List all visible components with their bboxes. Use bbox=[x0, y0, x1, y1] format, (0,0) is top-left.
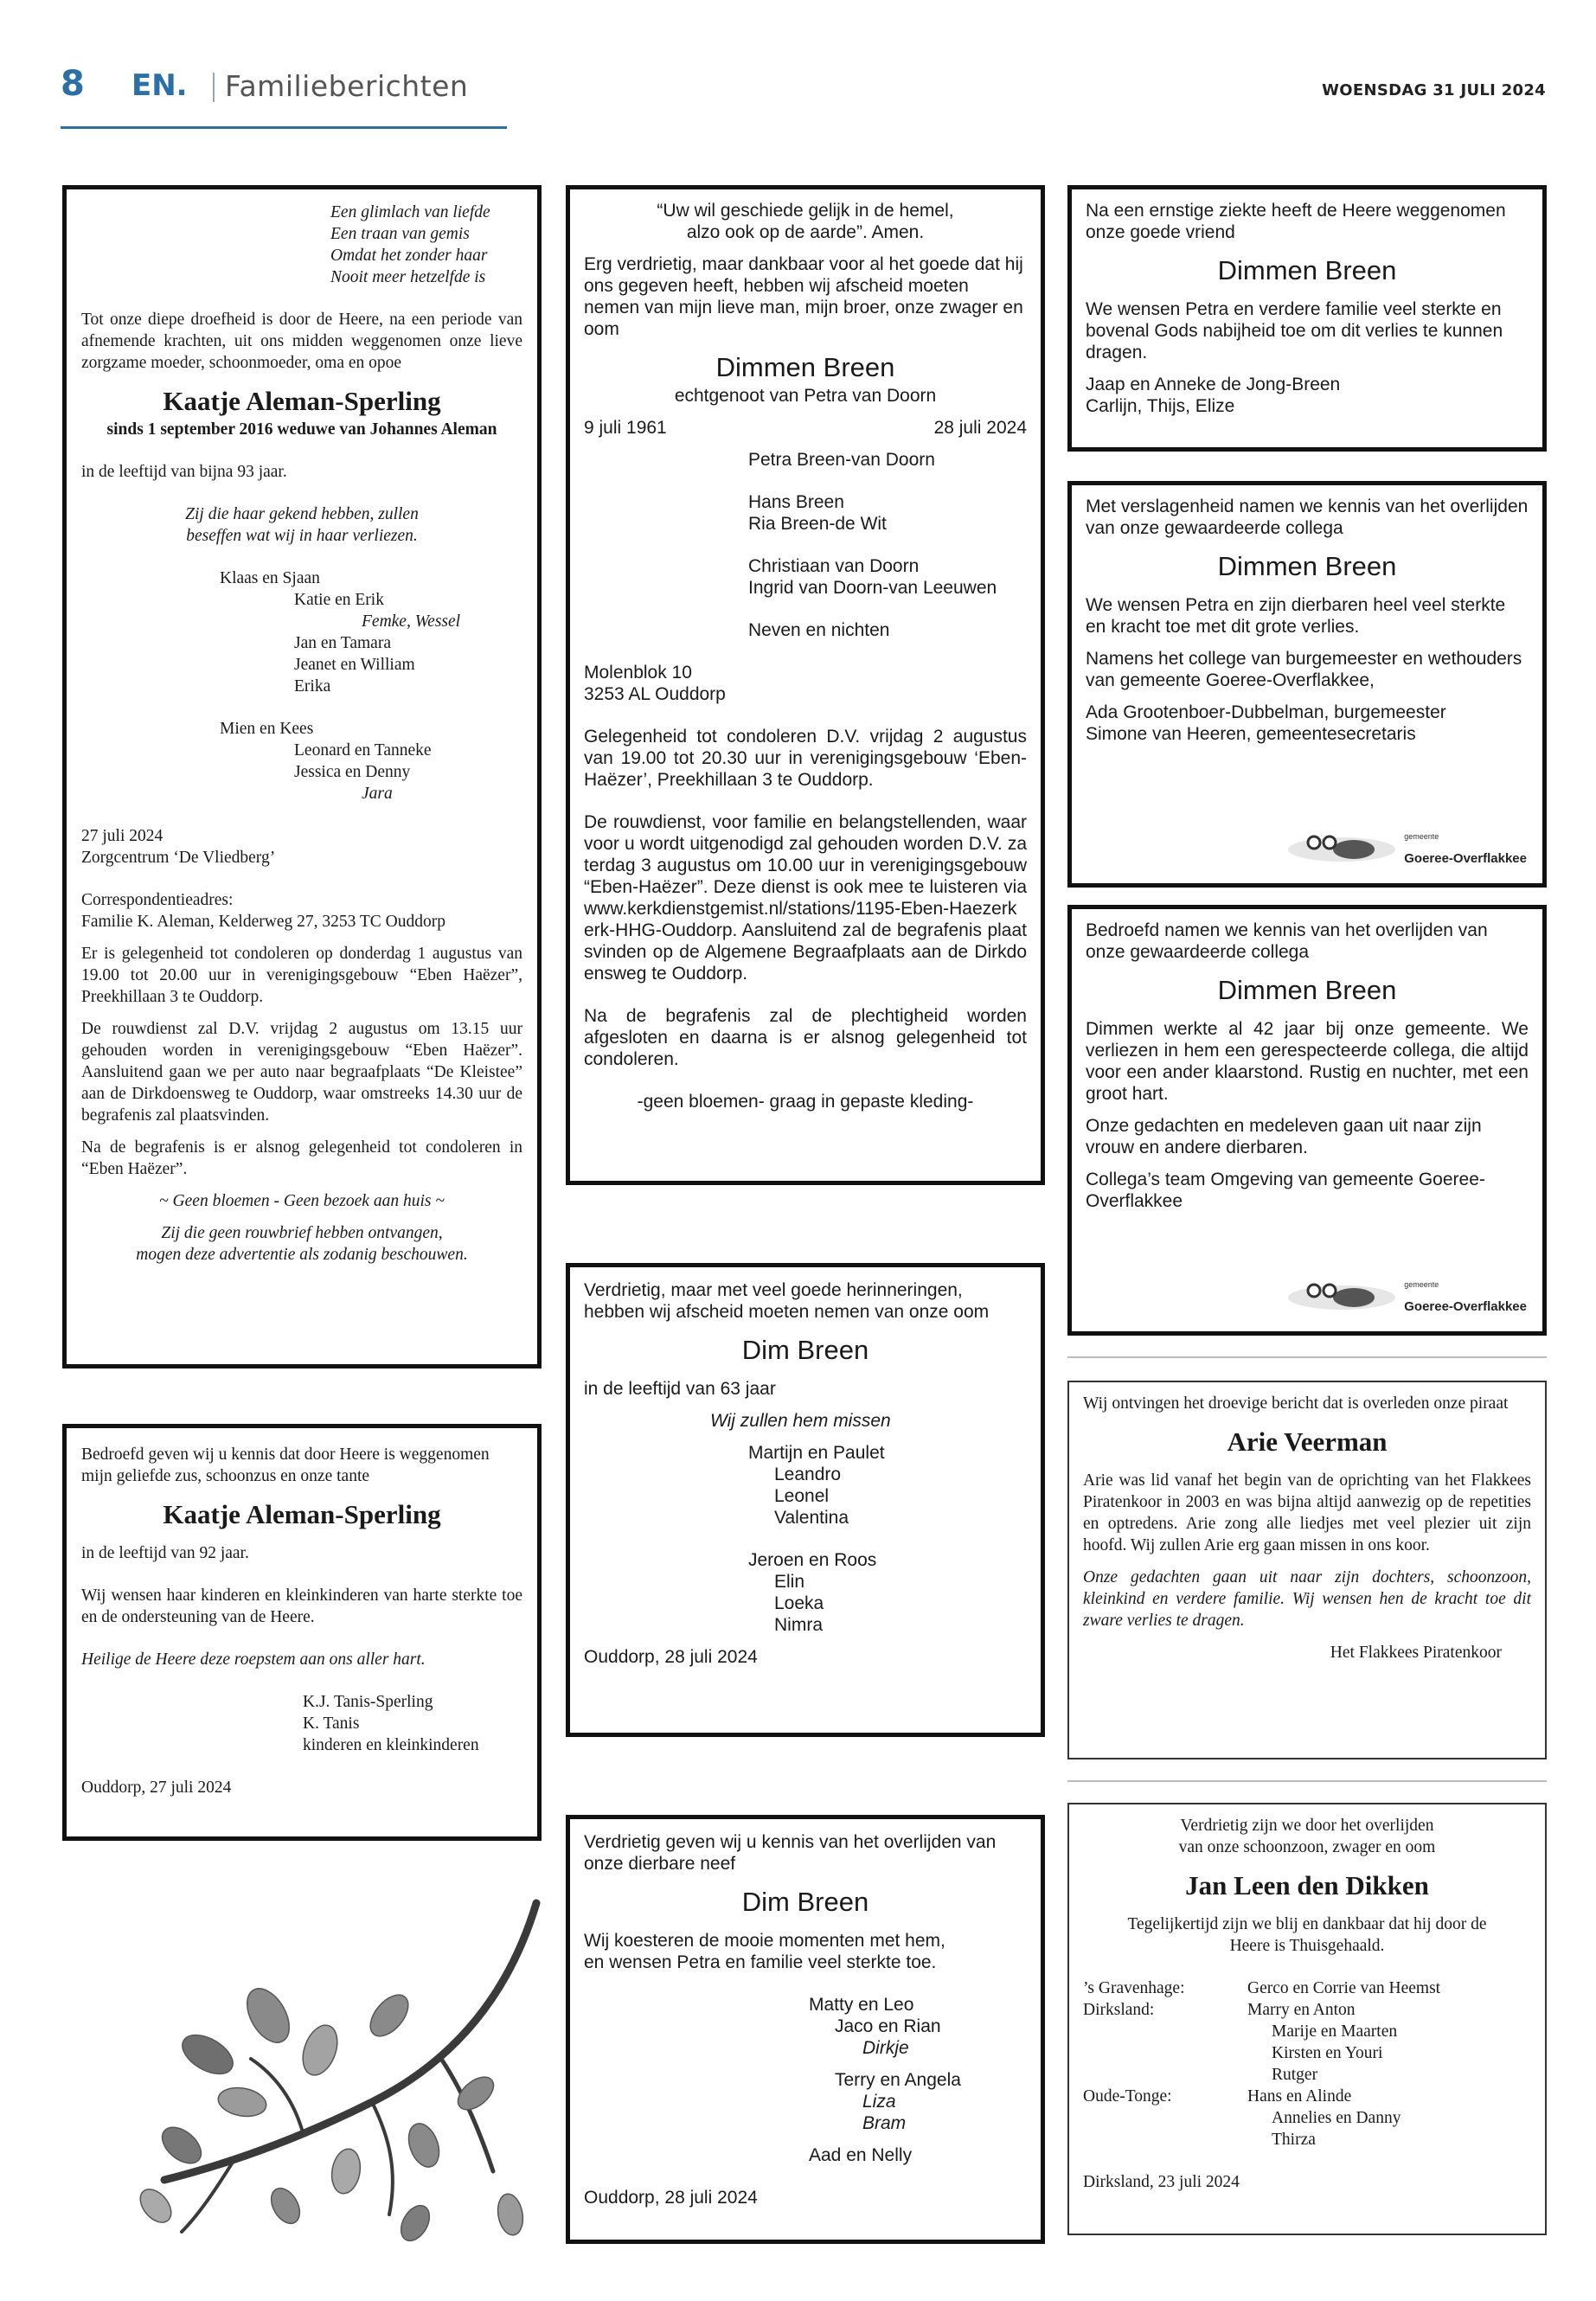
deceased-name: Jan Leen den Dikken bbox=[1185, 1870, 1429, 1900]
deceased-name: Arie Veerman bbox=[1227, 1426, 1388, 1457]
correspondence-label: Correspondentieadres: bbox=[81, 891, 234, 909]
no-flowers: ~ Geen bloemen - Geen bezoek aan huis ~ bbox=[159, 1192, 445, 1210]
quote: “Uw wil geschiede gelijk in de hemel, alzo ook op de aarde”. Amen. bbox=[657, 201, 954, 242]
deceased-name: Dimmen Breen bbox=[1217, 255, 1397, 285]
family-mien: Mien en Kees Leonard en Tanneke Jessica en Denny Jara bbox=[220, 720, 432, 803]
text: We wensen Petra en zijn dierbaren heel veel sterkte en kracht toe met dit grote verlies. bbox=[1086, 595, 1506, 637]
text: Wij koesteren de mooie momenten met hem, en wensen Petra en familie veel sterkte toe. bbox=[584, 1931, 945, 1972]
logo-swirl-icon bbox=[1285, 1279, 1399, 1313]
on-behalf: Namens het college van burgemeester en wethouders van gemeente Goeree-Overflakkee, bbox=[1086, 649, 1522, 690]
deceased-name: Dim Breen bbox=[741, 1887, 869, 1917]
intro-text: Wij ontvingen het droevige bericht dat is overleden onze piraat bbox=[1083, 1394, 1509, 1413]
en-logo bbox=[131, 69, 195, 99]
birth-date: 9 juli 1961 bbox=[584, 418, 667, 438]
footer: Dirksland, 23 juli 2024 bbox=[1083, 2173, 1240, 2191]
deceased-name: Kaatje Aleman-Sperling bbox=[163, 1499, 441, 1529]
deceased-name: Dimmen Breen bbox=[1217, 551, 1397, 581]
signers: Jaap en Anneke de Jong-Breen Carlijn, Thijs, Elize bbox=[1086, 375, 1341, 416]
wish-text: Wij wensen haar kinderen en kleinkinderen van harte sterkte toe en de ondersteuning van de Heere. bbox=[81, 1586, 522, 1626]
logo-big-text: Goeree-Overflakkee bbox=[1404, 1299, 1527, 1314]
after-info: Na de begrafenis is er alsnog gelegenheid tot condoleren in “Eben Haëzer”. bbox=[81, 1138, 522, 1178]
deceased-name: Kaatje Aleman-Sperling bbox=[163, 386, 441, 416]
ad-dimmen-breen-friends bbox=[1067, 185, 1547, 452]
footer: Ouddorp, 27 juli 2024 bbox=[81, 1779, 232, 1797]
intro-text: Verdrietig geven wij u kennis van het overlijden van onze dierbare neef bbox=[584, 1832, 997, 1874]
prayer: Heilige de Heere deze roepstem aan ons aller hart. bbox=[81, 1650, 426, 1669]
service-info: De rouwdienst, voor familie en belangstellenden, waarvoor u wordt uitgenodigd zal gehouden worden D.V. zaterdag 3 augustus om 10.00 uur in verenigingsgebouw “Eben-Haëzer”. Deze dienst is ook mee te luisteren via www.kerkdienstgemist.nl/stations/1195-Eben-Haezerkerk-HHG-Ouddorp. Aansluitend zal de begrafenis plaatsvinden op de Algemene Begraafplaats aan de Dirkdoensweg te Ouddorp. bbox=[584, 812, 1027, 984]
footer: Ouddorp, 28 juli 2024 bbox=[584, 1647, 758, 1667]
intro-text: Na een ernstige ziekte heeft de Heere weggenomen onze goede vriend bbox=[1086, 201, 1506, 242]
ad-dimmen-breen-colleagues bbox=[1067, 905, 1547, 1336]
address: Molenblok 10 3253 AL Ouddorp bbox=[584, 663, 726, 704]
text: Tegelijkertijd zijn we blij en dankbaar dat hij door de Heere is Thuisgehaald. bbox=[1127, 1915, 1487, 1955]
miss-text: Wij zullen hem missen bbox=[710, 1411, 891, 1431]
ad-dim-breen-cousins bbox=[566, 1815, 1045, 2244]
signer: Het Flakkees Piratenkoor bbox=[1330, 1644, 1502, 1662]
intro-text: Verdrietig, maar met veel goede herinneringen, hebben wij afscheid moeten nemen van onze oom bbox=[584, 1280, 990, 1322]
intro-text: Bedroefd namen we kennis van het overlijden van onze gewaardeerde collega bbox=[1086, 920, 1488, 962]
age: in de leeftijd van 92 jaar. bbox=[81, 1544, 249, 1562]
death-date: 28 juli 2024 bbox=[933, 418, 1027, 438]
intro-text: Bedroefd geven wij u kennis dat door Heere is weggenomen mijn geliefde zus, schoonzus en onze tante bbox=[81, 1445, 490, 1485]
divider bbox=[1067, 1356, 1547, 1358]
deceased-name: Dimmen Breen bbox=[715, 352, 895, 382]
ad-dim-breen-nephews bbox=[566, 1263, 1045, 1737]
text: We wensen Petra en verdere familie veel sterkte en bovenal Gods nabijheid toe om dit verlies te kunnen dragen. bbox=[1086, 299, 1503, 362]
ad-kaatje-aleman-family bbox=[62, 185, 542, 1368]
subtitle: echtgenoot van Petra van Doorn bbox=[674, 386, 937, 406]
family: Petra Breen-van Doorn Hans Breen Ria Breen-de Wit Christiaan van Doorn Ingrid van Doorn-van Leeuwen Neven en nichten bbox=[748, 450, 997, 640]
goeree-overflakkee-logo bbox=[1285, 826, 1527, 869]
ad-dimmen-breen-family bbox=[566, 185, 1045, 1185]
closing: Zij die geen rouwbrief hebben ontvangen, mogen deze advertentie als zodanig beschouwen. bbox=[136, 1224, 468, 1264]
logo-small-text: gemeente bbox=[1404, 832, 1439, 841]
deceased-name: Dim Breen bbox=[741, 1335, 869, 1365]
signer: Collega’s team Omgeving van gemeente Goeree-Overflakkee bbox=[1086, 1170, 1485, 1211]
logo-small-text: gemeente bbox=[1404, 1280, 1439, 1289]
issue-date: WOENSDAG 31 JULI 2024 bbox=[1322, 81, 1546, 99]
header-separator bbox=[213, 73, 215, 102]
age: in de leeftijd van 63 jaar bbox=[584, 1379, 776, 1399]
branch-leaves-illustration bbox=[130, 1886, 580, 2249]
service-info: De rouwdienst zal D.V. vrijdag 2 augustus om 13.15 uur gehouden worden in verenigingsgebouw “Eben Haëzer”. Aansluitend gaan we per auto naar begraafplaats “De Kleistee” aan de Dirkdoensweg te Ouddorp, waar omstreeks 14.30 uur de begrafenis zal plaatsvinden. bbox=[81, 1020, 522, 1125]
intro-text: Met verslagenheid namen we kennis van het overlijden van onze gewaardeerde collega bbox=[1086, 497, 1529, 538]
dates bbox=[584, 417, 1027, 439]
condolence-info: Gelegenheid tot condoleren D.V. vrijdag 2 augustus van 19.00 tot 20.30 uur in verenigingsgebouw ‘Eben-Haëzer’, Preekhillaan 3 te Ouddorp. bbox=[584, 727, 1027, 790]
subtitle: sinds 1 september 2016 weduwe van Johannes Aleman bbox=[106, 420, 497, 439]
intro-text: Tot onze diepe droefheid is door de Heere, na een periode van afnemende krachten, uit ons midden weggenomen onze lieve zorgzame moeder, schoonmoeder, oma en opoe bbox=[81, 311, 522, 372]
correspondence-address: Familie K. Aleman, Kelderweg 27, 3253 TC Ouddorp bbox=[81, 913, 445, 931]
divider bbox=[1067, 1780, 1547, 1782]
after-info: Na de begrafenis zal de plechtigheid worden afgesloten en daarna is er alsnog gelegenheid tot condoleren. bbox=[584, 1006, 1027, 1069]
logo-swirl-icon bbox=[1285, 830, 1399, 865]
ad-dimmen-breen-municipality bbox=[1067, 481, 1547, 888]
text-1: Dimmen werkte al 42 jaar bij onze gemeente. We verliezen in hem een gerespecteerde collega, die altijd voor een ander klaarstond. Rustig en nuchter, met een groot hart. bbox=[1086, 1019, 1529, 1104]
date-place: 27 juli 2024 Zorgcentrum ‘De Vliedberg’ bbox=[81, 827, 276, 867]
poem: Een glimlach van liefde Een traan van gemis Omdat het zonder haar Nooit meer hetzelfde is bbox=[330, 203, 490, 286]
text: Arie was lid vanaf het begin van de oprichting van het Flakkees Piratenkoor in 2003 en was bijna altijd aanwezig op de repetities en optredens. Arie zong alle liedjes met veel plezier uit zijn hoofd. Wij zullen Arie erg gaan missen in ons koor. bbox=[1083, 1471, 1531, 1554]
page-number: 8 bbox=[61, 64, 85, 104]
age: in de leeftijd van bijna 93 jaar. bbox=[81, 463, 287, 481]
intro-text: Verdrietig zijn we door het overlijden van onze schoonzoon, zwager en oom bbox=[1178, 1817, 1436, 1856]
ad-arie-veerman bbox=[1067, 1381, 1547, 1759]
goeree-overflakkee-logo bbox=[1285, 1274, 1527, 1317]
logo-big-text: Goeree-Overflakkee bbox=[1404, 851, 1527, 866]
ad-kaatje-aleman-sister bbox=[62, 1424, 542, 1841]
family-klaas: Klaas en Sjaan Katie en Erik Femke, Wessel Jan en Tamara Jeanet en William Erika bbox=[220, 569, 461, 695]
intro-text: Erg verdrietig, maar dankbaar voor al het goede dat hij ons gegeven heeft, hebben wij afscheid moeten nemen van mijn lieve man, mijn broer, onze zwager en oom bbox=[584, 254, 1023, 339]
text-2: Onze gedachten en medeleven gaan uit naar zijn vrouw en andere dierbaren. bbox=[1086, 1116, 1482, 1157]
condolence-info: Er is gelegenheid tot condoleren op donderdag 1 augustus van 19.00 tot 20.00 uur in verenigingsgebouw “Eben Haëzer”, Preekhillaan 3 te Ouddorp. bbox=[81, 945, 522, 1006]
flowers-note: -geen bloemen- graag in gepaste kleding- bbox=[637, 1092, 974, 1112]
signers: K.J. Tanis-Sperling K. Tanis kinderen en kleinkinderen bbox=[303, 1693, 479, 1754]
quote: Zij die haar gekend hebben, zullen beseffen wat wij in haar verliezen. bbox=[185, 505, 419, 545]
thoughts: Onze gedachten gaan uit naar zijn dochters, schoonzoon, kleinkind en verdere familie. Wij wensen hen de kracht toe dit zware verlies te dragen. bbox=[1083, 1568, 1531, 1630]
family: Matty en Leo Jaco en Rian Dirkje Terry en Angela Liza Bram Aad en Nelly bbox=[809, 1995, 961, 2165]
family: ’s Gravenhage: Gerco en Corrie van Heemst Dirksland: Marry en Anton Marije en Maarten Kirsten en Youri Rutger Oude-Tonge: Hans en Alinde Annelies en Danny Thirza bbox=[1083, 1979, 1441, 2149]
footer: Ouddorp, 28 juli 2024 bbox=[584, 2188, 758, 2208]
header-rule bbox=[61, 126, 507, 129]
signers: Ada Grootenboer-Dubbelman, burgemeester Simone van Heeren, gemeentesecretaris bbox=[1086, 702, 1446, 744]
en-logo-text: EN. bbox=[131, 69, 188, 99]
family-martijn: Martijn en Paulet Leandro Leonel Valentina bbox=[748, 1443, 885, 1528]
section-title: Familieberichten bbox=[225, 69, 469, 103]
ad-jan-leen-den-dikken bbox=[1067, 1803, 1547, 2235]
deceased-name: Dimmen Breen bbox=[1217, 975, 1397, 1005]
family-jeroen: Jeroen en Roos Elin Loeka Nimra bbox=[748, 1550, 877, 1635]
